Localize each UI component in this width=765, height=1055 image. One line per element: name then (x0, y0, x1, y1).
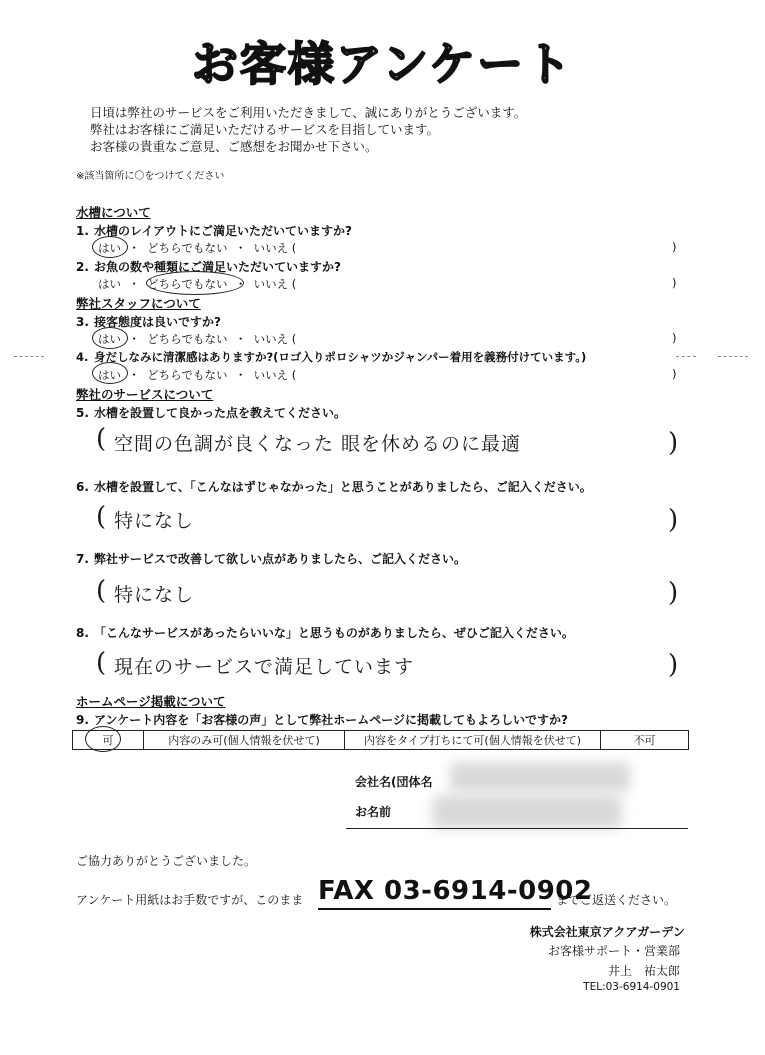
question-text: 「こんなサービスがあったらいいな」と思うものがありましたら、ぜひご記入ください。 (94, 626, 574, 640)
telephone: TEL:03-6914-0901 (583, 981, 680, 993)
selection-circle (92, 236, 128, 258)
publish-options-table (72, 730, 689, 750)
question-number: 8. (76, 626, 89, 640)
option-yes[interactable]: はい (98, 241, 121, 255)
separator: ・ (128, 368, 140, 382)
contact-person: 井上 祐太郎 (607, 964, 680, 978)
question-number: 1. (76, 224, 89, 238)
option-typed-content[interactable]: 内容をタイプ打ちにて可(個人情報を伏せて) (345, 731, 601, 750)
answer-close-paren: ) (668, 428, 679, 458)
close-paren: ) (672, 240, 677, 254)
separator: ・ (234, 241, 247, 255)
selection-circle (92, 362, 128, 384)
question-text: 水槽を設置して良かった点を教えてください。 (94, 406, 347, 420)
question-number: 6. (76, 480, 89, 494)
open-paren: ( (291, 332, 297, 346)
question-number: 7. (76, 552, 89, 566)
close-paren: ) (672, 276, 677, 290)
question-text: 水槽のレイアウトにご満足いただいていますか? (94, 224, 353, 238)
answer-q8[interactable]: 現在のサービスで満足しています (114, 656, 415, 678)
question-text: 水槽を設置して、「こんなはずじゃなかった」と思うことがありましたら、ご記入ください。 (94, 480, 592, 494)
company-name-label: 会社名(団体名 (355, 775, 433, 789)
option-neutral[interactable]: どちらでもない (147, 241, 228, 255)
customer-name-label: お名前 (355, 805, 392, 819)
q4-options (98, 367, 296, 383)
question-number: 9. (76, 713, 89, 727)
option-no[interactable]: いいえ (253, 277, 289, 291)
selection-circle (146, 271, 244, 295)
intro-line-2: 弊社はお客様にご満足いただけるサービスを目指しています。 (90, 122, 440, 137)
signature-line (346, 828, 688, 829)
option-no[interactable]: いいえ (253, 332, 289, 346)
fold-mark-right-1 (676, 356, 696, 358)
fax-number[interactable]: FAX 03-6914-0902 (318, 876, 593, 906)
question-7 (76, 550, 466, 567)
answer-close-paren: ) (668, 650, 679, 680)
answer-q5[interactable]: 空間の色調が良くなった 眼を休めるのに最適 (114, 433, 522, 455)
close-paren: ) (672, 367, 677, 381)
page-title: お客様アンケート (191, 37, 574, 91)
selection-circle (92, 327, 128, 349)
fold-mark-right-2 (718, 356, 748, 358)
question-4 (76, 349, 586, 365)
question-9 (76, 711, 568, 728)
option-content-only[interactable]: 内容のみ可(個人情報を伏せて) (144, 731, 345, 750)
answer-open-paren: ( (96, 424, 107, 454)
instruction-note: ※該当箇所に〇をつけてください (76, 171, 225, 182)
option-no[interactable]: いいえ (253, 241, 289, 255)
question-3 (76, 313, 221, 330)
question-text: 身だしなみに清潔感はありますか?(ロゴ入りポロシャツかジャンパー着用を義務付けています。) (94, 350, 587, 364)
section-aquarium: 水槽について (76, 205, 151, 220)
return-prefix: アンケート用紙はお手数ですが、このまま (76, 893, 304, 907)
section-service: 弊社のサービスについて (76, 387, 214, 402)
open-paren: ( (291, 277, 297, 291)
intro-line-3: お客様の貴重なご意見、ご感想をお聞かせ下さい。 (90, 139, 378, 154)
selection-circle (85, 726, 121, 752)
option-allow[interactable]: 可 (73, 731, 144, 750)
question-number: 2. (76, 260, 89, 274)
thanks-text: ご協力ありがとうございました。 (76, 854, 257, 868)
question-text: 弊社サービスで改善して欲しい点がありましたら、ご記入ください。 (94, 552, 467, 566)
open-paren: ( (291, 241, 297, 255)
separator: ・ (234, 277, 247, 291)
separator: ・ (234, 368, 247, 382)
answer-close-paren: ) (668, 505, 679, 535)
redacted-company (450, 762, 630, 792)
open-paren: ( (291, 368, 297, 382)
option-deny[interactable]: 不可 (601, 731, 689, 750)
question-text: 接客態度は良いですか? (94, 315, 221, 329)
answer-q6[interactable]: 特になし (114, 510, 195, 532)
company-name: 株式会社東京アクアガーデン (529, 925, 685, 939)
answer-open-paren: ( (96, 502, 107, 532)
question-text: お魚の数や種類にご満足いただいていますか? (94, 260, 341, 274)
answer-open-paren: ( (96, 648, 107, 678)
question-6 (76, 478, 592, 495)
fax-underline (318, 908, 551, 910)
section-staff: 弊社スタッフについて (76, 296, 201, 311)
answer-q7[interactable]: 特になし (114, 584, 195, 606)
separator: ・ (128, 277, 140, 291)
option-yes[interactable]: はい (98, 368, 121, 382)
answer-close-paren: ) (668, 578, 679, 608)
option-no[interactable]: いいえ (253, 368, 289, 382)
option-neutral[interactable]: どちらでもない (147, 277, 228, 291)
question-5 (76, 404, 346, 421)
question-number: 4. (76, 350, 89, 364)
intro-line-1: 日頃は弊社のサービスをご利用いただきまして、誠にありがとうございます。 (90, 105, 527, 120)
fold-mark-left (14, 356, 44, 358)
option-neutral[interactable]: どちらでもない (147, 368, 228, 382)
option-neutral[interactable]: どちらでもない (147, 332, 228, 346)
separator: ・ (128, 241, 140, 255)
option-yes[interactable]: はい (98, 277, 121, 291)
separator: ・ (234, 332, 247, 346)
answer-open-paren: ( (96, 576, 107, 606)
question-8 (76, 624, 574, 641)
return-suffix: までご返送ください。 (556, 893, 677, 907)
section-homepage: ホームページ掲載について (76, 694, 226, 709)
redacted-name (432, 795, 622, 829)
question-text: アンケート内容を「お客様の声」として弊社ホームページに掲載してもよろしいですか? (94, 713, 569, 727)
question-number: 3. (76, 315, 89, 329)
close-paren: ) (672, 331, 677, 345)
question-number: 5. (76, 406, 89, 420)
option-yes[interactable]: はい (98, 332, 121, 346)
department: お客様サポート・営業部 (547, 944, 680, 958)
separator: ・ (128, 332, 140, 346)
